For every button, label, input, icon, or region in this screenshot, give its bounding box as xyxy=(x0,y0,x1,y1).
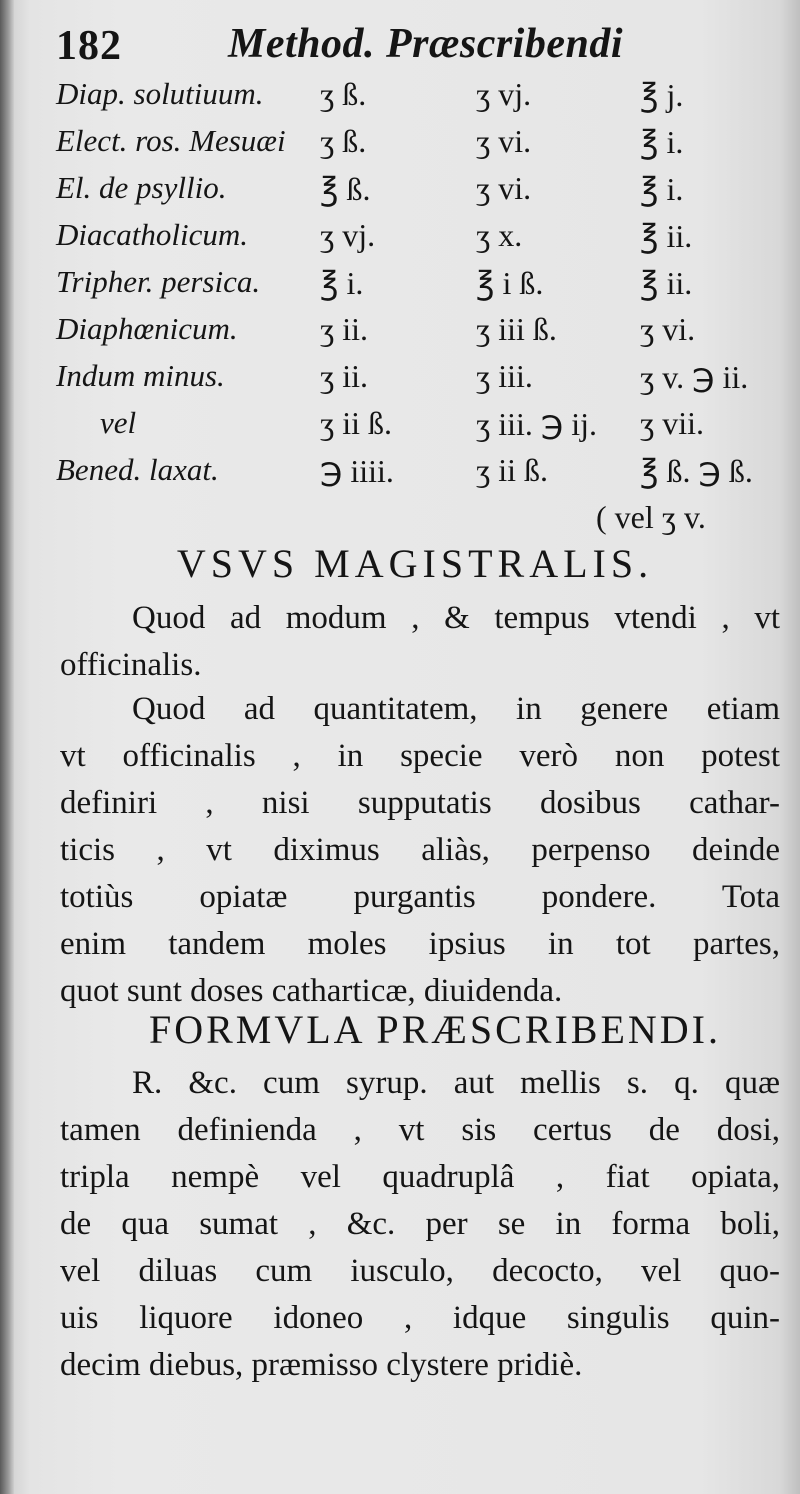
paragraph-modum xyxy=(60,595,780,689)
dose-row xyxy=(56,76,776,123)
dose-large: ℥ i. xyxy=(640,124,684,160)
dose-small: ℥ i. xyxy=(320,265,364,301)
dose-medium: ℥ i ß. xyxy=(476,265,544,301)
text-line: definiri , nisi supputatis dosibus cathar- xyxy=(60,785,780,821)
dose-large: ʒ vi. xyxy=(640,311,696,347)
text-line: vel diluas cum iusculo, decocto, vel quo- xyxy=(60,1253,780,1289)
dose-small: ʒ ß. xyxy=(320,76,367,112)
dose-row xyxy=(56,452,776,499)
dose-small: ℥ ß. xyxy=(320,171,371,207)
dose-table xyxy=(56,76,776,541)
page-number: 182 xyxy=(56,23,122,69)
running-head: Method. Præscribendi xyxy=(228,21,624,67)
dose-medium: ʒ x. xyxy=(476,217,523,253)
dose-row xyxy=(56,123,776,170)
text-line: officinalis. xyxy=(60,647,202,683)
text-line: ticis , vt diximus aliàs, perpenso deinde xyxy=(60,832,780,868)
paragraph-quantitatem xyxy=(60,686,780,1015)
dose-row xyxy=(56,405,776,452)
dose-large: ℥ ii. xyxy=(640,218,693,254)
remedy-name: Tripher. persica. xyxy=(56,264,261,299)
text-line: enim tandem moles ipsius in tot partes, xyxy=(60,926,780,962)
remedy-name: Bened. laxat. xyxy=(56,452,219,487)
dose-large: ℥ ii. xyxy=(640,265,693,301)
page-header xyxy=(56,14,656,74)
dose-medium: ʒ vi. xyxy=(476,170,532,206)
text-line: de qua sumat , &c. per se in forma boli, xyxy=(60,1206,780,1242)
paragraph-formula xyxy=(60,1060,780,1389)
text-line: Quod ad quantitatem, in genere etiam xyxy=(132,691,780,727)
text-line: Quod ad modum , & tempus vtendi , vt xyxy=(132,600,780,636)
dose-row xyxy=(56,264,776,311)
dose-row xyxy=(56,170,776,217)
remedy-name: El. de psyllio. xyxy=(56,170,227,205)
dose-small: ℈ iiii. xyxy=(320,453,394,489)
dose-medium: ʒ vj. xyxy=(476,76,532,112)
dose-continuation-row xyxy=(56,499,776,541)
text-line: tamen definienda , vt sis certus de dosi, xyxy=(60,1112,780,1148)
remedy-name: Indum minus. xyxy=(56,358,225,393)
text-line: decim diebus, præmisso clystere pridiè. xyxy=(60,1347,583,1383)
dose-small: ʒ vj. xyxy=(320,217,376,253)
dose-small: ʒ ii ß. xyxy=(320,405,392,441)
dose-large: ʒ v. ℈ ii. xyxy=(640,359,749,395)
dose-small: ʒ ß. xyxy=(320,123,367,159)
text-line: R. &c. cum syrup. aut mellis s. q. quæ xyxy=(132,1065,780,1101)
text-line: tripla nempè vel quadruplâ , fiat opiata, xyxy=(60,1159,780,1195)
remedy-name: Elect. ros. Mesuæi xyxy=(56,123,286,158)
dose-large: ℥ j. xyxy=(640,77,684,113)
remedy-name: vel xyxy=(100,405,137,440)
dose-medium: ʒ vi. xyxy=(476,123,532,159)
text-line: totiùs opiatæ purgantis pondere. Tota xyxy=(60,879,780,915)
page-gutter-shadow xyxy=(0,0,14,1494)
dose-continuation: ( vel ʒ v. xyxy=(596,499,706,535)
dose-large: ℥ ß. ℈ ß. xyxy=(640,453,753,489)
text-line: quot sunt doses catharticæ, diuidenda. xyxy=(60,973,563,1009)
section-heading-usus-magistralis: VSVS MAGISTRALIS. xyxy=(176,541,654,586)
remedy-name: Diacatholicum. xyxy=(56,217,248,252)
dose-large: ℥ i. xyxy=(640,171,684,207)
dose-medium: ʒ iii. xyxy=(476,358,533,394)
dose-medium: ʒ ii ß. xyxy=(476,452,548,488)
remedy-name: Diaphœnicum. xyxy=(56,311,238,346)
dose-medium: ʒ iii. ℈ ij. xyxy=(476,406,597,442)
dose-row xyxy=(56,358,776,405)
dose-large: ʒ vii. xyxy=(640,405,704,441)
dose-row xyxy=(56,311,776,358)
text-line: vt officinalis , in specie verò non potest xyxy=(60,738,780,774)
text-line: uis liquore idoneo , idque singulis quin- xyxy=(60,1300,780,1336)
dose-small: ʒ ii. xyxy=(320,358,368,394)
section-heading-formula: FORMVLA PRÆSCRIBENDI. xyxy=(148,1007,721,1052)
dose-medium: ʒ iii ß. xyxy=(476,311,557,347)
dose-row xyxy=(56,217,776,264)
dose-small: ʒ ii. xyxy=(320,311,368,347)
remedy-name: Diap. solutiuum. xyxy=(56,76,264,111)
